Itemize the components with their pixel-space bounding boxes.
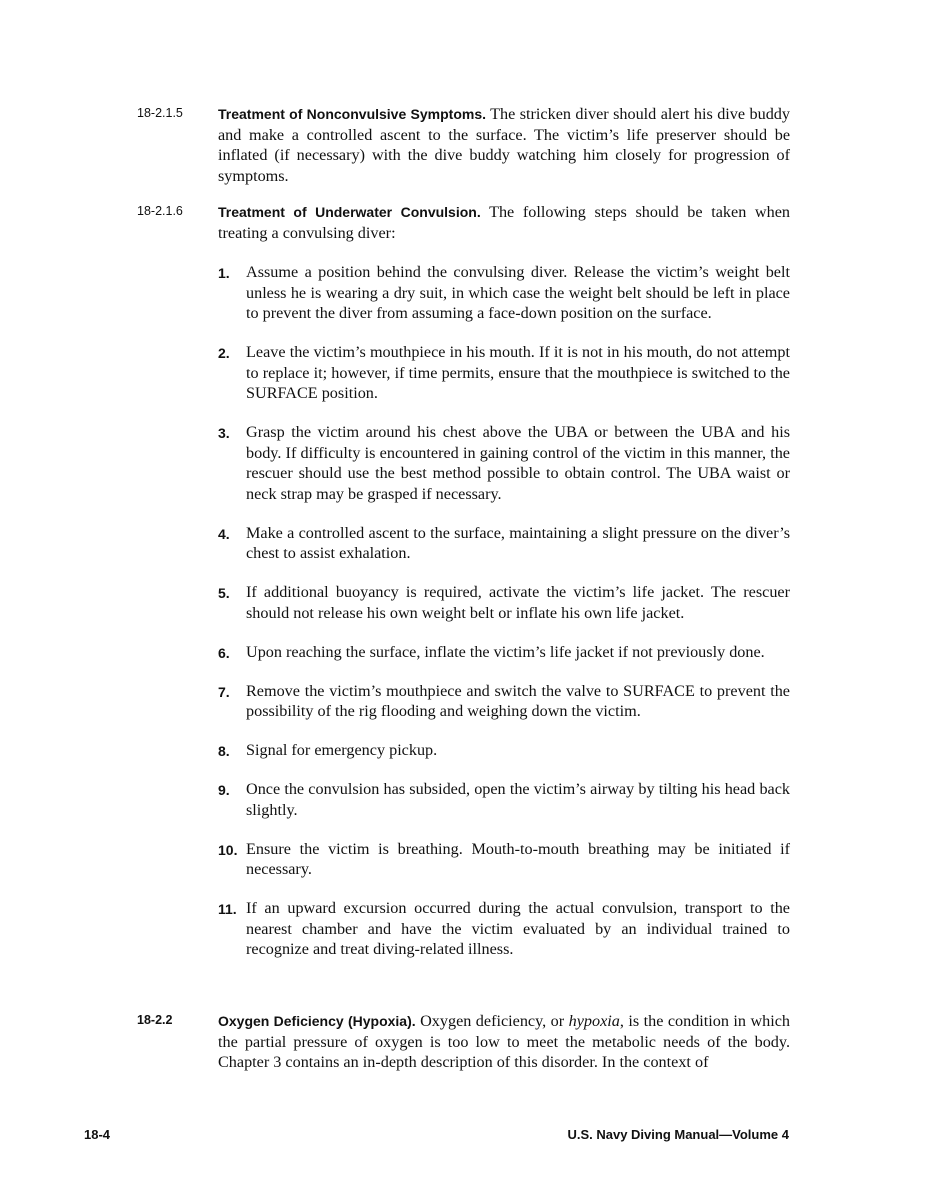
section-text-after: , is the condition in which the partial pressure of oxygen is too low to meet the metabolic needs of the body. Chapter 3 contains an in-depth description of this disorder. In the context of xyxy=(218,1012,791,1071)
step-text: Grasp the victim around his chest above the UBA or between the UBA and his body. If difficulty is encountered in gaining control of the victim in this manner, the rescuer should use the best method possible to obtain control. The UBA waist or neck strap may be grasped if necessary. xyxy=(246,423,790,503)
page-number: 18-4 xyxy=(84,1127,111,1142)
section-text-before: Oxygen deficiency, or xyxy=(420,1012,565,1030)
step-number: 8. xyxy=(218,743,230,759)
step-number: 7. xyxy=(218,683,230,700)
list-item xyxy=(218,422,790,504)
step-number: 10. xyxy=(218,841,238,858)
step-number: 2. xyxy=(218,345,230,361)
section-heading: Treatment of Underwater Convulsion. xyxy=(218,204,481,220)
list-item xyxy=(218,839,790,880)
step-text: Signal for emergency pickup. xyxy=(246,741,438,759)
step-text: Leave the victim’s mouthpiece in his mouth. If it is not in his mouth, do not attempt to replace it; however, if time permits, ensure that the mouthpiece is switched to the SURFACE position. xyxy=(246,343,790,402)
list-item xyxy=(218,342,790,404)
section-paragraph xyxy=(218,104,790,186)
step-number: 11. xyxy=(218,901,237,917)
list-item xyxy=(218,262,790,324)
section-heading: Treatment of Nonconvulsive Symptoms. xyxy=(218,106,486,122)
step-text: Ensure the victim is breathing. Mouth-to-mouth breathing may be initiated if necessary. xyxy=(246,839,790,878)
section-text: The stricken diver should alert his dive buddy and make a controlled ascent to the surface. The victim’s life preserver should be inflated (if necessary) with the dive buddy watching him closely for progression of symptoms. xyxy=(218,105,790,185)
section-18-2-1-5 xyxy=(137,104,790,186)
section-18-2-2 xyxy=(137,1011,790,1073)
step-text: If additional buoyancy is required, activate the victim’s life jacket. The rescuer should not release his own weight belt or inflate his own life jacket. xyxy=(246,583,790,622)
section-paragraph xyxy=(218,202,790,243)
section-text: The following steps should be taken when treating a convulsing diver: xyxy=(218,203,790,242)
step-number: 9. xyxy=(218,782,230,798)
step-text: Upon reaching the surface, inflate the victim’s life jacket if not previously done. xyxy=(246,642,765,661)
list-item xyxy=(218,582,790,623)
convulsion-steps-list xyxy=(218,262,790,978)
term-hypoxia: hypoxia xyxy=(568,1012,620,1030)
step-text: If an upward excursion occurred during the actual convulsion, transport to the nearest chamber and have the victim evaluated by an individual trained to recognize and treat diving-related illness. xyxy=(246,899,790,958)
step-text: Remove the victim’s mouthpiece and switch the valve to SURFACE to prevent the possibility of the rig flooding and weighing down the victim. xyxy=(246,681,790,720)
step-number: 4. xyxy=(218,525,230,542)
step-number: 6. xyxy=(218,644,230,661)
list-item xyxy=(218,523,790,564)
section-paragraph xyxy=(218,1011,790,1073)
manual-title: U.S. Navy Diving Manual—Volume 4 xyxy=(567,1127,789,1142)
section-heading: Oxygen Deficiency (Hypoxia). xyxy=(218,1013,416,1029)
step-number: 1. xyxy=(218,265,230,281)
step-number: 5. xyxy=(218,585,230,601)
list-item xyxy=(218,779,790,820)
section-number: 18-2.1.6 xyxy=(137,204,183,218)
step-text: Make a controlled ascent to the surface, maintaining a slight pressure on the diver’s chest to assist exhalation. xyxy=(246,523,790,562)
step-text: Once the convulsion has subsided, open the victim’s airway by tilting his head back slightly. xyxy=(246,780,790,819)
step-text: Assume a position behind the convulsing diver. Release the victim’s weight belt unless he is wearing a dry suit, in which case the weight belt should be left in place to prevent the diver from assuming a face-down position on the surface. xyxy=(246,263,790,322)
list-item xyxy=(218,642,790,663)
section-number: 18-2.2 xyxy=(137,1013,173,1027)
list-item xyxy=(218,898,790,960)
section-18-2-1-6 xyxy=(137,202,790,243)
section-number: 18-2.1.5 xyxy=(137,106,183,120)
list-item xyxy=(218,681,790,722)
list-item xyxy=(218,740,790,761)
step-number: 3. xyxy=(218,425,230,441)
